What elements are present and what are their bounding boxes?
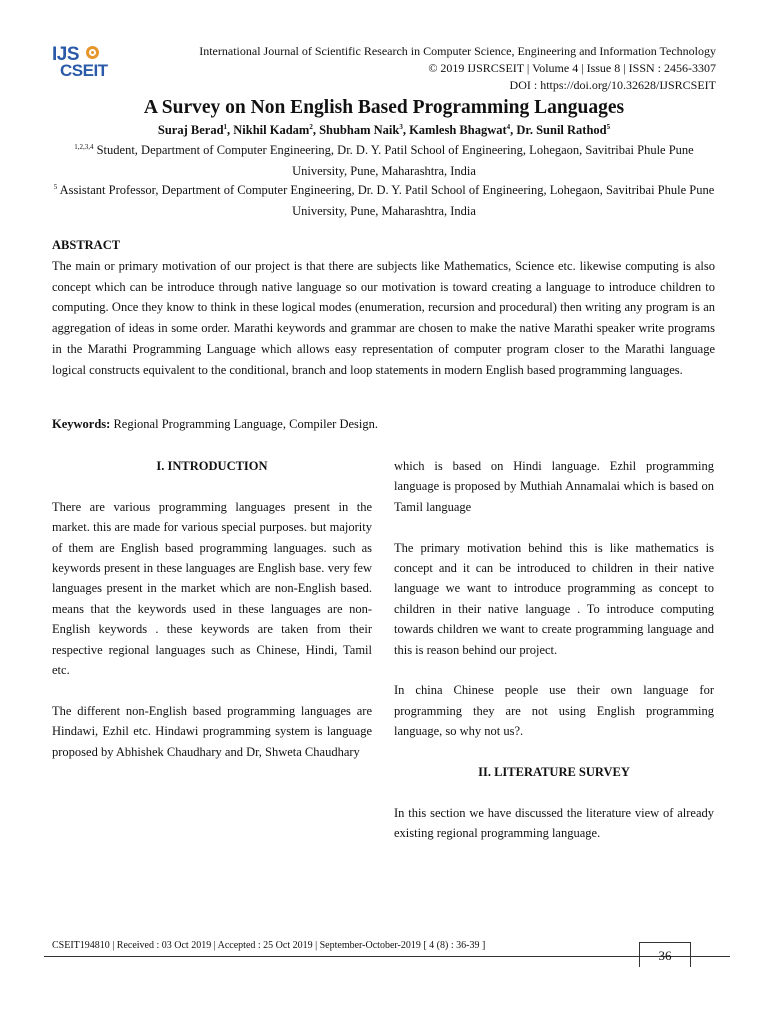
author-sup: 5 (606, 122, 611, 131)
keywords-label: Keywords: (52, 417, 111, 431)
doi-link[interactable]: DOI : https://doi.org/10.32628/IJSRCSEIT (509, 78, 716, 92)
paper-title: A Survey on Non English Based Programming Languages (143, 97, 625, 118)
keywords-text: Regional Programming Language, Compiler Design. (113, 417, 378, 431)
section-heading-literature-survey: II. LITERATURE SURVEY (478, 765, 630, 780)
affiliation-sup: 1,2,3,4 (74, 142, 94, 151)
left-column (52, 456, 372, 782)
page-number: 36 (658, 948, 672, 963)
author-name: Kamlesh Bhagwat (409, 123, 507, 137)
author-name: Suraj Berad (157, 123, 224, 137)
author-name: Dr. Sunil Rathod (516, 123, 607, 137)
footer-divider (44, 956, 730, 957)
author-sup: 3 (399, 122, 403, 131)
abstract-text: The main or primary motivation of our project is that there are subjects like Mathematics, Science etc. likewise computing is also concept which can be introduce through native language so our motivation is toward creating a language to introduce children to computing. Once they know to think in these logical modes (enumeration, recursion and procedural) then writing any program is an aggregation of ideas in some order. Marathi keywords and grammar are chosen to make the native Marathi speaker write programs in the Marathi Programming Language which allows easy representation of computer program closer to the Marathi language logical constructs equivalent to the conditional, branch and loop statements in modern English based programming languages. (52, 259, 715, 377)
paragraph: The different non-English based programming languages are Hindawi, Ezhil etc. Hindawi programming system is language proposed by Abhishek Chaudhary and Dr, Shweta Chaudhary (52, 703, 372, 759)
right-column (394, 456, 714, 864)
journal-name: International Journal of Scientific Research in Computer Science, Engineering and Information Technology (199, 44, 716, 58)
journal-logo (52, 44, 116, 80)
abstract-heading: ABSTRACT (52, 238, 121, 252)
paragraph: which is based on Hindi language. Ezhil programming language is proposed by Muthiah Annamalai which is based on Tamil language (394, 459, 714, 514)
section-heading-introduction: I. INTRODUCTION (156, 459, 268, 473)
author-list: Suraj Berad$^1$, Nikhil Kadam$^2$, Shubham Naik$^3$, Kamlesh Bhagwat$^4$, Dr. Sunil Rathod$^5$ (157, 122, 611, 137)
logo-text-bottom: CSEIT (60, 61, 108, 80)
affiliation-text: Student, Department of Computer Engineering, Dr. D. Y. Patil School of Engineering, Lohegaon, Savitribai Phule Pune University, Pune, Maharashtra, India (96, 143, 694, 178)
affiliation-text: Assistant Professor, Department of Computer Engineering, Dr. D. Y. Patil School of Engineering, Lohegaon, Savitribai Phule Pune University, Pune, Maharashtra, India (59, 183, 715, 218)
paragraph: There are various programming languages present in the market. this are made for various special purposes. but majority of them are English based programming languages. such as keywords present in these languages are English base. very few languages present in the market which are non-English based. means that the keywords used in these languages are non-English keywords . these keywords are taken from their respective regional languages such as Chinese, Hindi, Tamil etc. (52, 499, 372, 678)
footer-citation: CSEIT194810 | Received : 03 Oct 2019 | Accepted : 25 Oct 2019 | September-October-2019 [ 4 (8) : 36-39 ] (52, 940, 486, 951)
journal-header (116, 43, 716, 94)
author-sup: 2 (309, 122, 313, 131)
affiliation-professor (52, 180, 716, 222)
gear-icon (86, 46, 99, 59)
author-name: Nikhil Kadam (233, 123, 310, 137)
affiliation-students (52, 140, 716, 182)
paragraph: In china Chinese people use their own language for programming they are not using English programming language, so why not us?. (394, 683, 714, 739)
keywords-line (52, 417, 378, 432)
affiliation-sup: 5 (53, 182, 58, 191)
issue-line: © 2019 IJSRCSEIT | Volume 4 | Issue 8 | ISSN : 2456-3307 (428, 61, 716, 75)
paragraph: The primary motivation behind this is like mathematics is concept and it can be introduced to children in their native language we want to introduce programming as concept to children in their native language . To introduce computing towards children we want to create programming language and this is reason behind our project. (394, 540, 714, 657)
logo-text-top: IJS (52, 44, 80, 65)
author-sup: 1 (223, 122, 228, 131)
author-sup: 4 (506, 122, 511, 131)
paragraph: In this section we have discussed the literature view of already existing regional programming language. (394, 805, 714, 841)
author-name: Shubham Naik (319, 123, 400, 137)
